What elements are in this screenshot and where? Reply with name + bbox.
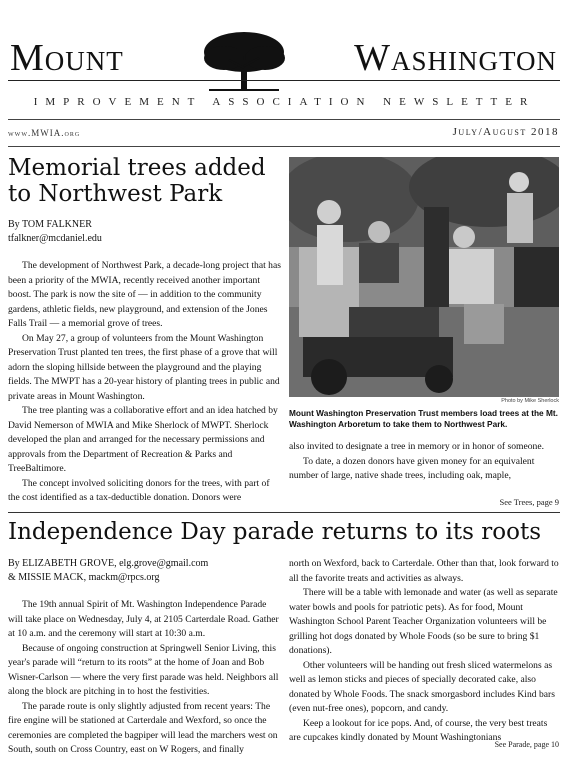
article2-paragraph: north on Wexford, back to Carterdale. Other than that, look forward to all the favorite treats and activities as always.: [289, 558, 559, 584]
photo-caption: Mount Washington Preservation Trust members load trees at the Mt. Washington Arboretum to take them to Northwest Park.: [289, 408, 558, 429]
article2-column2: [289, 557, 559, 746]
article2-paragraph: Other volunteers will be handing out fresh sliced watermelons as well as lemon sticks and pieces of specially decorated cake, also donated by Whole Foods. The snack smorgasbord includes Kind bars (even nut-free ones), popcorn, and candy.: [289, 659, 555, 714]
article1-headline: Memorial trees added to Northwest Park: [8, 155, 266, 207]
issue-date: July/August 2018: [452, 126, 559, 138]
article2-column1: [8, 598, 281, 758]
article2-paragraph: Keep a lookout for ice pops. And, of course, the very best treats are cupcakes kindly donated by Mount Washingtonians: [289, 717, 548, 743]
article1-paragraph: also invited to designate a tree in memory or in honor of someone.: [289, 441, 544, 452]
article2-paragraph: Because of ongoing construction at Springwell Senior Living, this year's parade will “return to its roots” at the home of Joan and Bob Wisner-Carlson — where the very first parade was held. Neighbors all along the block are pitching in to host the festivities.: [8, 642, 279, 697]
masthead: [0, 30, 569, 80]
masthead-subtitle: IMPROVEMENT ASSOCIATION NEWSLETTER: [33, 96, 536, 108]
article1-paragraph: On May 27, a group of volunteers from the Mount Washington Preservation Trust planted ten trees, the first phase of a grove that will adorn the sloping hillside between the playground and the playing fields. The MWPT has a 20-year history of planting trees in public and private areas in Mount Washington.: [8, 332, 280, 402]
masthead-title-right: Washington: [354, 37, 557, 79]
masthead-title-left: Mount: [10, 37, 124, 79]
tree-icon: [199, 30, 289, 92]
article2-byline-second: & MISSIE MACK, mackm@rpcs.org: [8, 572, 160, 583]
website-link[interactable]: www.MWIA.org: [8, 128, 81, 138]
article1-byline: By TOM FALKNER: [8, 219, 92, 230]
article1-continued-link[interactable]: See Trees, page 9: [499, 497, 559, 507]
article2-paragraph: The 19th annual Spirit of Mt. Washington Independence Parade will take place on Wednesday, July 4, at 2105 Carterdale Road. Gather at 10 a.m. and the ceremony will start at 10:30 a.m.: [8, 599, 279, 639]
article1-photo: [289, 157, 559, 397]
article2-paragraph: There will be a table with lemonade and water (as well as separate water bowls and pools for patriotic pets). As for food, Mount Washington School Parent Teacher Organization volunteers will be grilling hot dogs donated by Whole Foods (so be sure to bring $1 donations).: [289, 587, 558, 656]
article2-paragraph: The parade route is only slightly adjusted from recent years: The fire engine will be stationed at Carterdale and Wexford, so once the ceremonies are completed the bagpiper will lead the marchers west on South, south on Cross Country, east on W Rogers, and finally: [8, 700, 278, 755]
article1-email[interactable]: tfalkner@mcdaniel.edu: [8, 233, 102, 244]
article1-paragraph: The tree planting was a collaborative effort and an idea hatched by David Nemerson of MWIA and Mike Sherlock of MWPT. Sherlock developed the plan and arranged for the necessary permissions and approvals from the Department of Recreation & Parks and TreeBaltimore.: [8, 405, 278, 474]
article2-byline: By ELIZABETH GROVE, elg.grove@gmail.com: [8, 558, 209, 569]
article1-paragraph: The concept involved soliciting donors for the trees, with part of the cost identified as a tax-deductible donation. Donors were: [8, 477, 270, 503]
masthead-rule: [8, 80, 560, 81]
article1-column1: [8, 259, 281, 506]
article-divider: [8, 512, 560, 513]
article1-paragraph: The development of Northwest Park, a decade-long project that has been a priority of the MWIA, recently received another important boost. The park is now the site of — in addition to the community gardens, athletic fields, new playground, and extension of the Jones Falls Trail — a memorial grove of trees.: [8, 260, 281, 329]
article2-continued-link[interactable]: See Parade, page 10: [494, 740, 559, 749]
masthead-divider: [8, 119, 560, 120]
article1-paragraph: To date, a dozen donors have given money for an equivalent number of large, native shade trees, including oak, maple,: [289, 455, 535, 481]
photo-credit: Photo by Mike Sherlock: [501, 398, 559, 404]
issue-divider: [8, 146, 560, 147]
article2-headline: Independence Day parade returns to its roots: [8, 519, 542, 545]
article1-column2: [289, 440, 559, 484]
